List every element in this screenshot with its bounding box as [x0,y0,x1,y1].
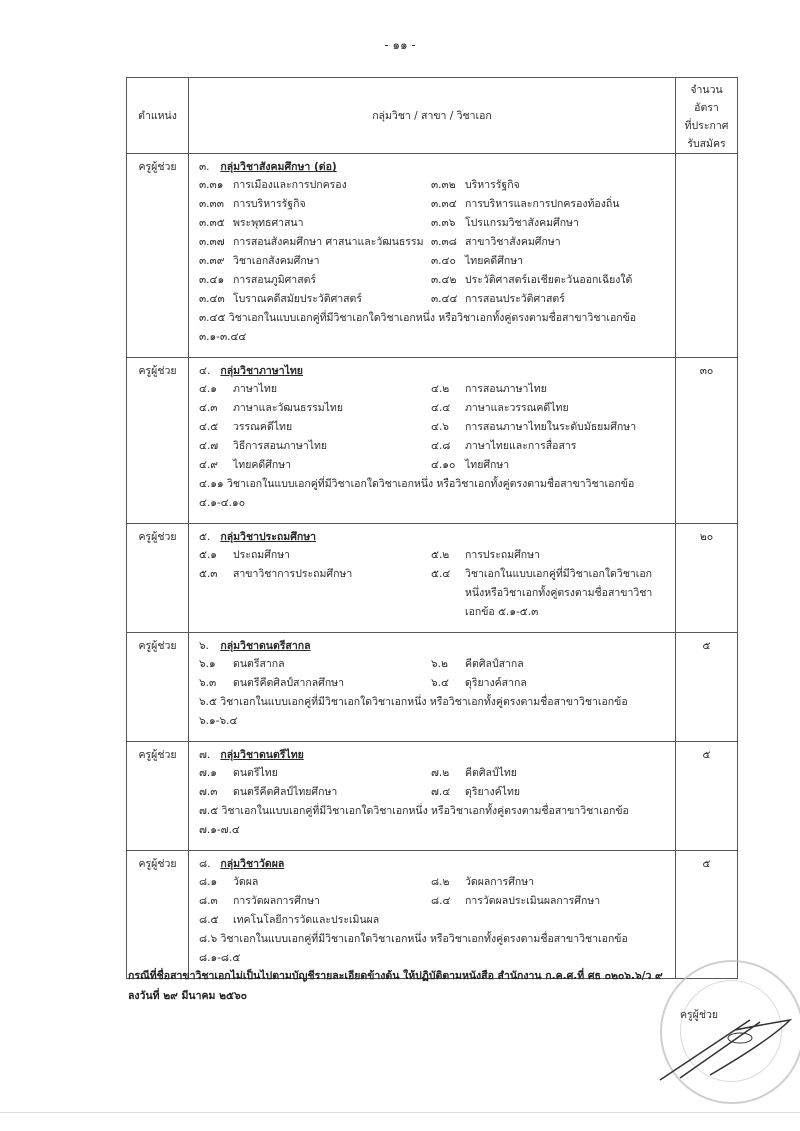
page-edge-divider [0,1112,800,1113]
subject-name: การเมืองและการปกครอง [233,179,347,191]
subject-name: คีตศิลป์สากล [465,658,524,670]
subject-item [199,214,431,233]
subject-name: การวัดผลการศึกษา [233,895,320,907]
subject-row [199,456,667,475]
header-position: ตำแหน่ง [127,78,189,154]
subject-code: ๓.๓๗ [199,236,225,248]
group-name: กลุ่มวิชาดนตรีสากล [220,640,311,652]
subject-name: สาขาวิชาสังคมศึกษา [465,236,561,248]
subject-name: วิธีการสอนภาษาไทย [233,440,328,452]
count-cell: ๒๐ [676,524,738,633]
subject-item [199,783,431,802]
subject-code: ๖.๔ [431,677,449,689]
subject-code: ๓.๓๒ [431,179,456,191]
subject-code: ๓.๔๐ [431,255,456,267]
group-number: ๔. [199,365,211,377]
subject-name: การสอนภาษาไทยในระดับมัธยมศึกษา [465,421,637,433]
table-header-row [127,78,738,154]
subject-item [199,546,431,565]
subject-item [199,176,431,195]
subject-group-cell [189,524,676,633]
subject-row [199,674,667,693]
subject-name: ภาษาและวัฒนธรรมไทย [233,402,343,414]
group-number: ๕. [199,531,211,543]
count-cell: ๕ [676,851,738,979]
subject-code: ๖.๒ [431,658,448,670]
subject-code: ๘.๕ [199,914,219,926]
subject-item [431,380,663,399]
group-title [199,855,667,873]
table-row [127,851,738,979]
subject-name: คีตศิลป์ไทย [465,767,517,779]
subject-row [199,195,667,214]
subject-code: ๓.๓๘ [431,236,457,248]
table-row [127,633,738,742]
group-footnote: ๘.๖ วิชาเอกในแบบเอกคู่ที่มีวิชาเอกใดวิชาเอกหนึ่ง หรือวิชาเอกทั้งคู่ตรงตามชื่อสาขาวิชาเอกข้อ ๘.๑-๘.๕ [199,933,628,964]
subject-code: ๗.๑ [199,767,217,779]
subject-row [199,873,667,892]
subject-item [199,892,431,911]
subject-name: โบราณคดีสมัยประวัติศาสตร์ [233,293,362,305]
subject-name: ดุริยางค์ไทย [465,786,521,798]
header-count-line: ที่ประกาศ [684,120,729,132]
subject-row [199,252,667,271]
subject-name: การสอนประวัติศาสตร์ [465,293,565,305]
subject-name: ประวัติศาสตร์เอเชียตะวันออกเฉียงใต้ [465,274,633,286]
header-count [676,78,738,154]
subject-name: ไทยคดีศึกษา [233,459,292,471]
group-name: กลุ่มวิชาวัดผล [220,858,285,870]
subject-code: ๓.๓๑ [199,179,224,191]
group-title [199,362,667,380]
subject-row [199,437,667,456]
subject-code [431,911,465,930]
subject-item [431,290,663,309]
subject-name: ดนตรีไทย [233,767,278,779]
subject-row [199,764,667,783]
subject-item [431,252,663,271]
subject-item [431,195,663,214]
subject-code: ๗.๔ [431,786,451,798]
subject-code: ๘.๔ [431,895,451,907]
group-number: ๘. [199,858,211,870]
subject-row [199,783,667,802]
subject-code: ๓.๔๔ [431,293,458,305]
subject-item [431,214,663,233]
subject-code: ๔.๓ [199,402,218,414]
subject-item [431,764,663,783]
subject-code: ๔.๑ [199,383,217,395]
subject-item [199,456,431,475]
group-number: ๖. [199,640,210,652]
subject-code: ๓.๔๒ [431,274,457,286]
group-name: กลุ่มวิชาภาษาไทย [220,365,303,377]
subject-code: ๓.๓๖ [431,217,456,229]
subject-item [431,456,663,475]
footer-date: ลงวันที่ ๒๙ มีนาคม ๒๕๖๐ [128,990,248,1002]
subject-item [199,565,431,622]
subject-row [199,546,667,565]
group-name: กลุ่มวิชาดนตรีไทย [220,749,304,761]
subject-name: ภาษาและวรรณคดีไทย [465,402,569,414]
subject-name: เทคโนโลยีการวัดและประเมินผล [233,914,380,926]
subject-name: บริหารรัฐกิจ [465,179,520,191]
subject-item [199,873,431,892]
count-cell: ๕ [676,633,738,742]
subject-name: ประถมศึกษา [233,549,291,561]
subject-code: ๘.๒ [431,876,450,888]
subject-name: การประถมศึกษา [465,549,540,561]
subject-item [199,418,431,437]
subject-row [199,911,667,930]
subject-code: ๔.๒ [431,383,450,395]
subject-name: วิชาเอกในแบบเอกคู่ที่มีวิชาเอกใดวิชาเอกหนึ่งหรือวิชาเอกทั้งคู่ตรงตามชื่อสาขาวิชาเอกข้อ ๕.๑-๕.๓ [465,568,653,618]
subject-item [431,418,663,437]
subject-name: ดนตรีคีตศิลป์สากลศึกษา [233,677,344,689]
subject-code: ๓.๓๔ [431,198,457,210]
subject-code: ๓.๔๑ [199,274,225,286]
subject-code: ๕.๔ [431,568,451,580]
subject-item [199,271,431,290]
subject-code: ๕.๓ [199,568,218,580]
count-cell [676,154,738,358]
subject-name: วรรณคดีไทย [233,421,293,433]
subject-code: ๕.๒ [431,549,450,561]
subject-item [199,252,431,271]
footer-note-text: กรณีที่ชื่อสาขาวิชาเอกไม่เป็นไปตามบัญชีรายละเอียดข้างต้น ให้ปฏิบัติตามหนังสือ สำนักงาน ก.ค.ศ.ที่ ศธ ๐๒๐๖.๖/ว ๙ [128,970,663,982]
footer-note [128,966,663,1006]
header-subject: กลุ่มวิชา / สาขา / วิชาเอก [189,78,676,154]
signature-icon [640,1000,800,1090]
subject-item [199,437,431,456]
subject-code: ๘.๑ [199,876,218,888]
subject-code: ๓.๔๓ [199,293,225,305]
subject-name: ดนตรีสากล [233,658,285,670]
subject-row [199,418,667,437]
subject-item [199,399,431,418]
group-name: กลุ่มวิชาประถมศึกษา [220,531,317,543]
subject-code: ๔.๖ [431,421,449,433]
subject-name: การบริหารและการปกครองท้องถิ่น [465,198,620,210]
subject-group-cell [189,633,676,742]
table-row [127,358,738,524]
subject-name: วัดผลการศึกษา [465,876,535,888]
subject-row [199,214,667,233]
group-title [199,528,667,546]
header-count-line: อัตรา [694,102,719,114]
subject-name: ภาษาไทยและการสื่อสาร [465,440,577,452]
group-number: ๗. [199,749,211,761]
subject-code: ๓.๓๙ [199,255,225,267]
subject-row [199,233,667,252]
subject-name: ไทยคดีศึกษา [465,255,524,267]
subject-item [431,674,663,693]
subject-item [199,290,431,309]
subject-name: พระพุทธศาสนา [233,217,304,229]
table-row [127,154,738,358]
position-cell: ครูผู้ช่วย [127,633,189,742]
group-footnote: ๗.๕ วิชาเอกในแบบเอกคู่ที่มีวิชาเอกใดวิชาเอกหนึ่ง หรือวิชาเอกทั้งคู่ตรงตามชื่อสาขาวิชาเอกข้อ ๗.๑-๗.๔ [199,805,629,836]
page-number: - ๑๑ - [384,38,416,52]
position-cell: ครูผู้ช่วย [127,358,189,524]
subject-item [431,176,663,195]
subject-code: ๓.๓๕ [199,217,225,229]
subject-name: ดนตรีคีตศิลป์ไทยศึกษา [233,786,338,798]
subject-name: ภาษาไทย [233,383,277,395]
subject-name: วัดผล [233,876,259,888]
header-count-line: รับสมัคร [687,138,726,150]
subject-item [431,399,663,418]
subject-item [199,380,431,399]
subject-item [431,655,663,674]
group-number: ๓. [199,161,210,173]
subject-group-cell [189,851,676,979]
subject-name: การบริหารรัฐกิจ [233,198,306,210]
group-title [199,637,667,655]
subject-code: ๓.๓๓ [199,198,224,210]
stamp-label: ครูผู้ช่วย [680,1009,718,1021]
subject-item [199,764,431,783]
subject-code: ๔.๕ [199,421,219,433]
subject-item [431,783,663,802]
subject-name: ดุริยางค์สากล [465,677,527,689]
subject-item [199,911,431,930]
subject-row [199,290,667,309]
subject-name: การวัดผลประเมินผลการศึกษา [465,895,601,907]
subject-code: ๕.๑ [199,549,217,561]
subject-code: ๗.๓ [199,786,218,798]
subject-code: ๔.๘ [431,440,451,452]
subject-name: การสอนภาษาไทย [465,383,547,395]
table-row [127,742,738,851]
subject-item [199,655,431,674]
subject-name: โปรแกรมวิชาสังคมศึกษา [465,217,579,229]
table-row [127,524,738,633]
position-cell: ครูผู้ช่วย [127,524,189,633]
position-cell: ครูผู้ช่วย [127,154,189,358]
subject-item [431,911,663,930]
subject-item [431,546,663,565]
subject-row [199,892,667,911]
subject-item [431,565,663,622]
subject-group-cell [189,358,676,524]
subject-item [431,892,663,911]
position-cell: ครูผู้ช่วย [127,742,189,851]
subject-code: ๔.๔ [431,402,451,414]
group-footnote: ๖.๕ วิชาเอกในแบบเอกคู่ที่มีวิชาเอกใดวิชาเอกหนึ่ง หรือวิชาเอกทั้งคู่ตรงตามชื่อสาขาวิชาเอกข้อ ๖.๑-๖.๔ [199,696,628,727]
subject-row [199,565,667,622]
subject-code: ๘.๓ [199,895,218,907]
group-footnote: ๔.๑๑ วิชาเอกในแบบเอกคู่ที่มีวิชาเอกใดวิชาเอกหนึ่ง หรือวิชาเอกทั้งคู่ตรงตามชื่อสาขาวิชาเอกข้อ ๔.๑-๔.๑๐ [199,478,635,509]
header-count-line: จำนวน [690,84,723,96]
subject-code: ๗.๒ [431,767,450,779]
subject-name [465,911,663,930]
subject-code: ๔.๗ [199,440,219,452]
subject-item [199,233,431,252]
group-footnote: ๓.๔๕ วิชาเอกในแบบเอกคู่ที่มีวิชาเอกใดวิชาเอกหนึ่ง หรือวิชาเอกทั้งคู่ตรงตามชื่อสาขาวิชาเอกข้อ ๓.๑-๓.๔๔ [199,312,637,343]
subject-name: สาขาวิชาการประถมศึกษา [233,568,353,580]
subject-code: ๔.๑๐ [431,459,456,471]
subject-row [199,271,667,290]
subject-code: ๖.๓ [199,677,217,689]
subject-row [199,655,667,674]
subject-name: ไทยศึกษา [465,459,510,471]
position-cell: ครูผู้ช่วย [127,851,189,979]
group-title [199,158,667,176]
subject-item [199,195,431,214]
subject-group-cell [189,742,676,851]
subject-name: การสอนสังคมศึกษา ศาสนาและวัฒนธรรม [233,236,424,248]
subject-group-cell [189,154,676,358]
subject-item [431,271,663,290]
group-name: กลุ่มวิชาสังคมศึกษา (ต่อ) [220,161,337,173]
subject-name: การสอนภูมิศาสตร์ [233,274,317,286]
subject-row [199,176,667,195]
subject-code: ๔.๙ [199,459,218,471]
subject-item [431,873,663,892]
count-cell: ๕ [676,742,738,851]
group-title [199,746,667,764]
subject-row [199,399,667,418]
subject-table [126,77,738,979]
subject-name: วิชาเอกสังคมศึกษา [233,255,320,267]
subject-code: ๖.๑ [199,658,216,670]
subject-item [431,437,663,456]
subject-item [199,674,431,693]
subject-item [431,233,663,252]
count-cell: ๓๐ [676,358,738,524]
subject-row [199,380,667,399]
